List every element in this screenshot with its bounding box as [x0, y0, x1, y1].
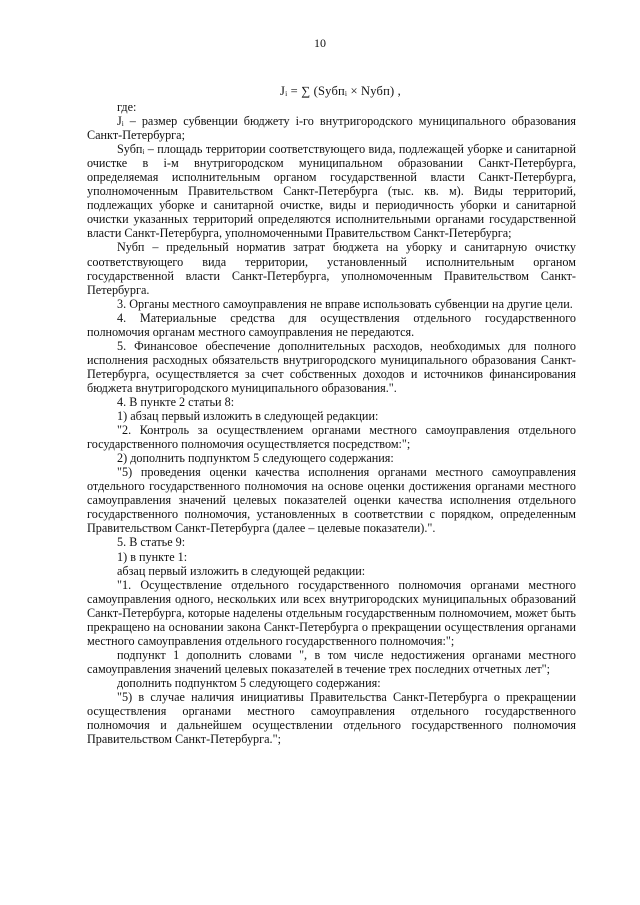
paragraph-termination-text: "1. Осуществление отдельного государственного полномочия органами местного самоуправления одного, нескольких или всех внутригородских муниципальных образований Санкт-Петербурга, которые наделены отдельным государственным полномочием, может быть прекращено на основании закона Санкт-Петербурга о прекращении осуществления органами местного самоуправления отдельного государственного полномочия:";: [87, 577, 576, 648]
paragraph-article-9: 5. В статье 9:: [117, 535, 186, 550]
paragraph-article-9-item-1: 1) в пункте 1:: [117, 549, 188, 564]
document-body: [87, 100, 576, 746]
page-number: 10: [314, 36, 326, 50]
paragraph-article-8-item-1: 1) абзац первый изложить в следующей редакции:: [117, 409, 379, 424]
paragraph-ji-definition: Jᵢ – размер субвенции бюджету i-го внутригородского муниципального образования Санкт-Петербурга;: [87, 114, 576, 143]
paragraph-clause-4: 4. Материальные средства для осуществления отдельного государственного полномочия органам местного самоуправления не передаются.: [87, 310, 576, 339]
paragraph-where: где:: [117, 100, 137, 114]
paragraph-subclause-1: подпункт 1 дополнить словами ", в том числе недостижения органами местного самоуправления значений целевых показателей в течение трех последних отчетных лет";: [87, 647, 576, 676]
paragraph-first-abzac: абзац первый изложить в следующей редакции:: [117, 563, 366, 578]
paragraph-clause-3: 3. Органы местного самоуправления не вправе использовать субвенции на другие цели.: [117, 296, 573, 311]
paragraph-article-8-item-2: 2) дополнить подпунктом 5 следующего содержания:: [117, 451, 394, 466]
formula: Jᵢ = ∑ (Sубпᵢ × Nубп) ,: [280, 84, 402, 98]
paragraph-norm-definition: Nубп – предельный норматив затрат бюджета на уборку и санитарную очистку соответствующего вида территории, установленный исполнительным органом государственной власти Санкт-Петербурга, уполномоченным Правительством Санкт-Петербурга.: [87, 240, 576, 297]
paragraph-quality-assessment: "5) проведения оценки качества исполнения органами местного самоуправления отдельного государственного полномочия на основе оценки достижения органами местного самоуправления значений целевых показателей оценки качества исполнения отдельного государственного полномочия, установленных в соответствии с порядком, определенным Правительством Санкт-Петербурга (далее – целевые показатели).".: [87, 465, 576, 536]
paragraph-control-text: "2. Контроль за осуществлением органами местного самоуправления отдельного государственного полномочия осуществляется посредством:";: [87, 423, 576, 452]
paragraph-add-subclause-5: дополнить подпунктом 5 следующего содержания:: [117, 675, 381, 690]
paragraph-article-8: 4. В пункте 2 статьи 8:: [117, 394, 235, 409]
paragraph-clause-5: 5. Финансовое обеспечение дополнительных расходов, необходимых для полного исполнения расходных обязательств внутригородского муниципального образования Санкт-Петербурга, осуществляется за счет собственных доходов и источников финансирования бюджета внутригородского муниципального образования.".: [87, 338, 576, 395]
paragraph-initiative-text: "5) в случае наличия инициативы Правительства Санкт-Петербурга о прекращении осуществления органами местного самоуправления отдельного государственного полномочия и дальнейшем осуществлении отдельного государственного полномочия Правительством Санкт-Петербурга.";: [87, 689, 576, 747]
paragraph-area-definition: Sубпᵢ – площадь территории соответствующего вида, подлежащей уборке и санитарной очистке в i-м внутригородском муниципальном образовании Санкт-Петербурга, определяемая исполнительным органом государственной власти Санкт-Петербурга, уполномоченным Правительством Санкт-Петербурга (тыс. кв. м). Виды территорий, подлежащих уборке и санитарной очистке, виды и периодичность уборки и санитарной очистки указанных территорий определяются исполнительными органами государственной власти Санкт-Петербурга, уполномоченными Правительством Санкт-Петербурга;: [87, 142, 576, 241]
